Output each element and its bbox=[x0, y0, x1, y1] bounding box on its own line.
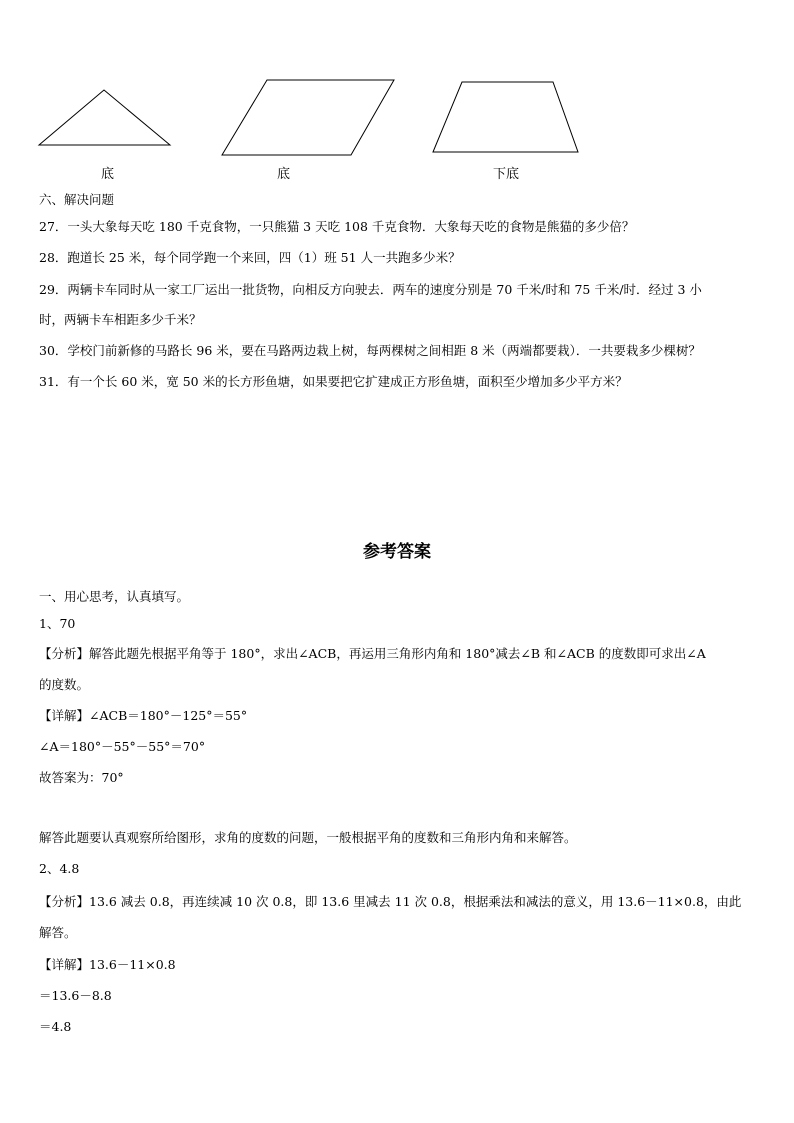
answer-2-number: 2、4.8 bbox=[39, 861, 80, 876]
geometry-figures bbox=[0, 0, 794, 200]
question-28: 28．跑道长 25 米，每个同学跑一个来回，四（1）班 51 人一共跑多少米？ bbox=[39, 250, 461, 265]
question-29-line1: 29．两辆卡车同时从一家工厂运出一批货物，向相反方向驶去．两车的速度分别是 70 千米/时和 75 千米/时．经过 3 小 bbox=[39, 282, 702, 297]
trapezoid-figure bbox=[433, 82, 578, 152]
answer-2-detail-line3: ＝4.8 bbox=[39, 1019, 72, 1034]
section-heading: 六、解决问题 bbox=[39, 192, 115, 207]
answers-title: 参考答案 bbox=[363, 542, 431, 562]
parallelogram-base-label: 底 bbox=[277, 167, 291, 182]
trapezoid-lower-base-label: 下底 bbox=[493, 167, 520, 182]
answer-1-analysis-line2: 的度数。 bbox=[39, 677, 90, 692]
answer-1-analysis-line1: 【分析】解答此题先根据平角等于 180°，求出∠ACB，再运用三角形内角和 180°减去∠B 和∠ACB 的度数即可求出∠A bbox=[39, 646, 706, 661]
answer-2-detail-line2: ＝13.6－8.8 bbox=[39, 988, 112, 1003]
answer-2-analysis-line1: 【分析】13.6 减去 0.8，再连续减 10 次 0.8，即 13.6 里减去 11 次 0.8，根据乘法和减法的意义，用 13.6－11×0.8，由此 bbox=[39, 894, 742, 909]
triangle-base-label: 底 bbox=[101, 167, 115, 182]
question-27: 27．一头大象每天吃 180 千克食物，一只熊猫 3 天吃 108 千克食物．大象每天吃的食物是熊猫的多少倍？ bbox=[39, 219, 635, 234]
answer-1-note: 解答此题要认真观察所给图形，求角的度数的问题，一般根据平角的度数和三角形内角和来解答。 bbox=[39, 830, 577, 845]
question-29-line2: 时，两辆卡车相距多少千米？ bbox=[39, 312, 202, 327]
answer-1-detail-line1: 【详解】∠ACB＝180°－125°＝55° bbox=[39, 708, 248, 723]
answer-1-detail-line2: ∠A＝180°－55°－55°＝70° bbox=[39, 739, 206, 754]
question-31: 31．有一个长 60 米，宽 50 米的长方形鱼塘，如果要把它扩建成正方形鱼塘，面积至少增加多少平方米？ bbox=[39, 374, 628, 389]
parallelogram-figure bbox=[222, 80, 394, 155]
answer-2-analysis-line2: 解答。 bbox=[39, 925, 77, 940]
answer-1-result: 故答案为：70° bbox=[39, 770, 124, 785]
answer-1-number: 1、70 bbox=[39, 616, 76, 631]
answer-2-detail-line1: 【详解】13.6－11×0.8 bbox=[39, 957, 176, 972]
question-30: 30．学校门前新修的马路长 96 米，要在马路两边栽上树，每两棵树之间相距 8 米（两端都要栽）．一共要栽多少棵树？ bbox=[39, 343, 701, 358]
answers-section1-heading: 一、用心思考，认真填写。 bbox=[39, 589, 190, 604]
triangle-figure bbox=[39, 90, 170, 145]
